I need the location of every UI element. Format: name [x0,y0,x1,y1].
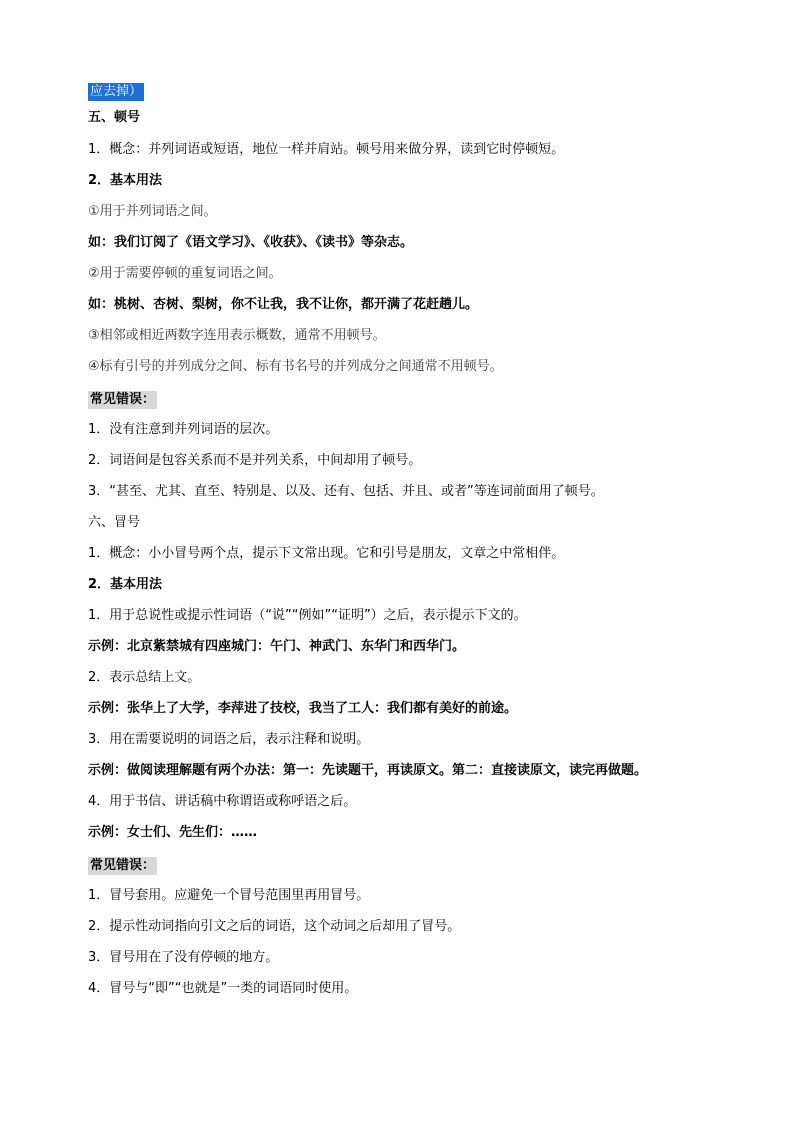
usage-item: 3．用在需要说明的词语之后，表示注释和说明。 [88,732,370,747]
usage-heading: 2．基本用法 [88,577,163,592]
example-line: 示例：张华上了大学，李萍进了技校，我当了工人：我们都有美好的前途。 [88,701,518,716]
usage-item: 1．用于总说性或提示性词语（“说”“例如”“证明”）之后，表示提示下文的。 [88,608,527,623]
concept-line: 1．概念：并列词语或短语，地位一样并肩站。顿号用来做分界，读到它时停顿短。 [88,142,565,157]
example-line: 如：我们订阅了《语文学习》、《收获》、《读书》等杂志。 [88,235,414,250]
error-item: 2．提示性动词指向引文之后的词语，这个动词之后却用了冒号。 [88,919,461,934]
error-item: 4．冒号与“即”“也就是”一类的词语同时使用。 [88,981,358,996]
highlighted-fragment: 应去掉） [90,84,143,99]
error-item: 3．冒号用在了没有停顿的地方。 [88,950,279,965]
section-heading-maohao: 六、冒号 [88,515,141,530]
error-item: 2．词语间是包容关系而不是并列关系，中间却用了顿号。 [88,453,422,468]
example-line: 示例：女士们、先生们：…… [88,825,258,840]
error-item: 1．冒号套用。应避免一个冒号范围里再用冒号。 [88,888,370,903]
common-errors-label: 常见错误： [90,858,156,873]
example-line: 示例：做阅读理解题有两个办法：第一：先读题干，再读原文。第二：直接读原文，读完再做题。 [88,763,648,778]
usage-item: ③相邻或相近两数字连用表示概数，通常不用顿号。 [88,328,386,343]
usage-item: ②用于需要停顿的重复词语之间。 [88,266,282,281]
example-line: 示例：北京紫禁城有四座城门：午门、神武门、东华门和西华门。 [88,639,466,654]
usage-item: ④标有引号的并列成分之间、标有书名号的并列成分之间通常不用顿号。 [88,359,503,374]
usage-item: 4．用于书信、讲话稿中称谓语或称呼语之后。 [88,794,357,809]
common-errors-label: 常见错误： [90,392,156,407]
concept-line: 1．概念：小小冒号两个点，提示下文常出现。它和引号是朋友，文章之中常相伴。 [88,546,565,561]
usage-heading: 2．基本用法 [88,173,163,188]
example-line: 如：桃树、杏树、梨树，你不让我，我不让你，都开满了花赶趟儿。 [88,297,479,312]
usage-item: ①用于并列词语之间。 [88,204,217,219]
error-item: 3．“甚至、尤其、直至、特别是、以及、还有、包括、并且、或者”等连词前面用了顿号。 [88,484,604,499]
section-heading-dunhao: 五、顿号 [88,110,141,125]
usage-item: 2．表示总结上文。 [88,670,201,685]
error-item: 1．没有注意到并列词语的层次。 [88,422,279,437]
